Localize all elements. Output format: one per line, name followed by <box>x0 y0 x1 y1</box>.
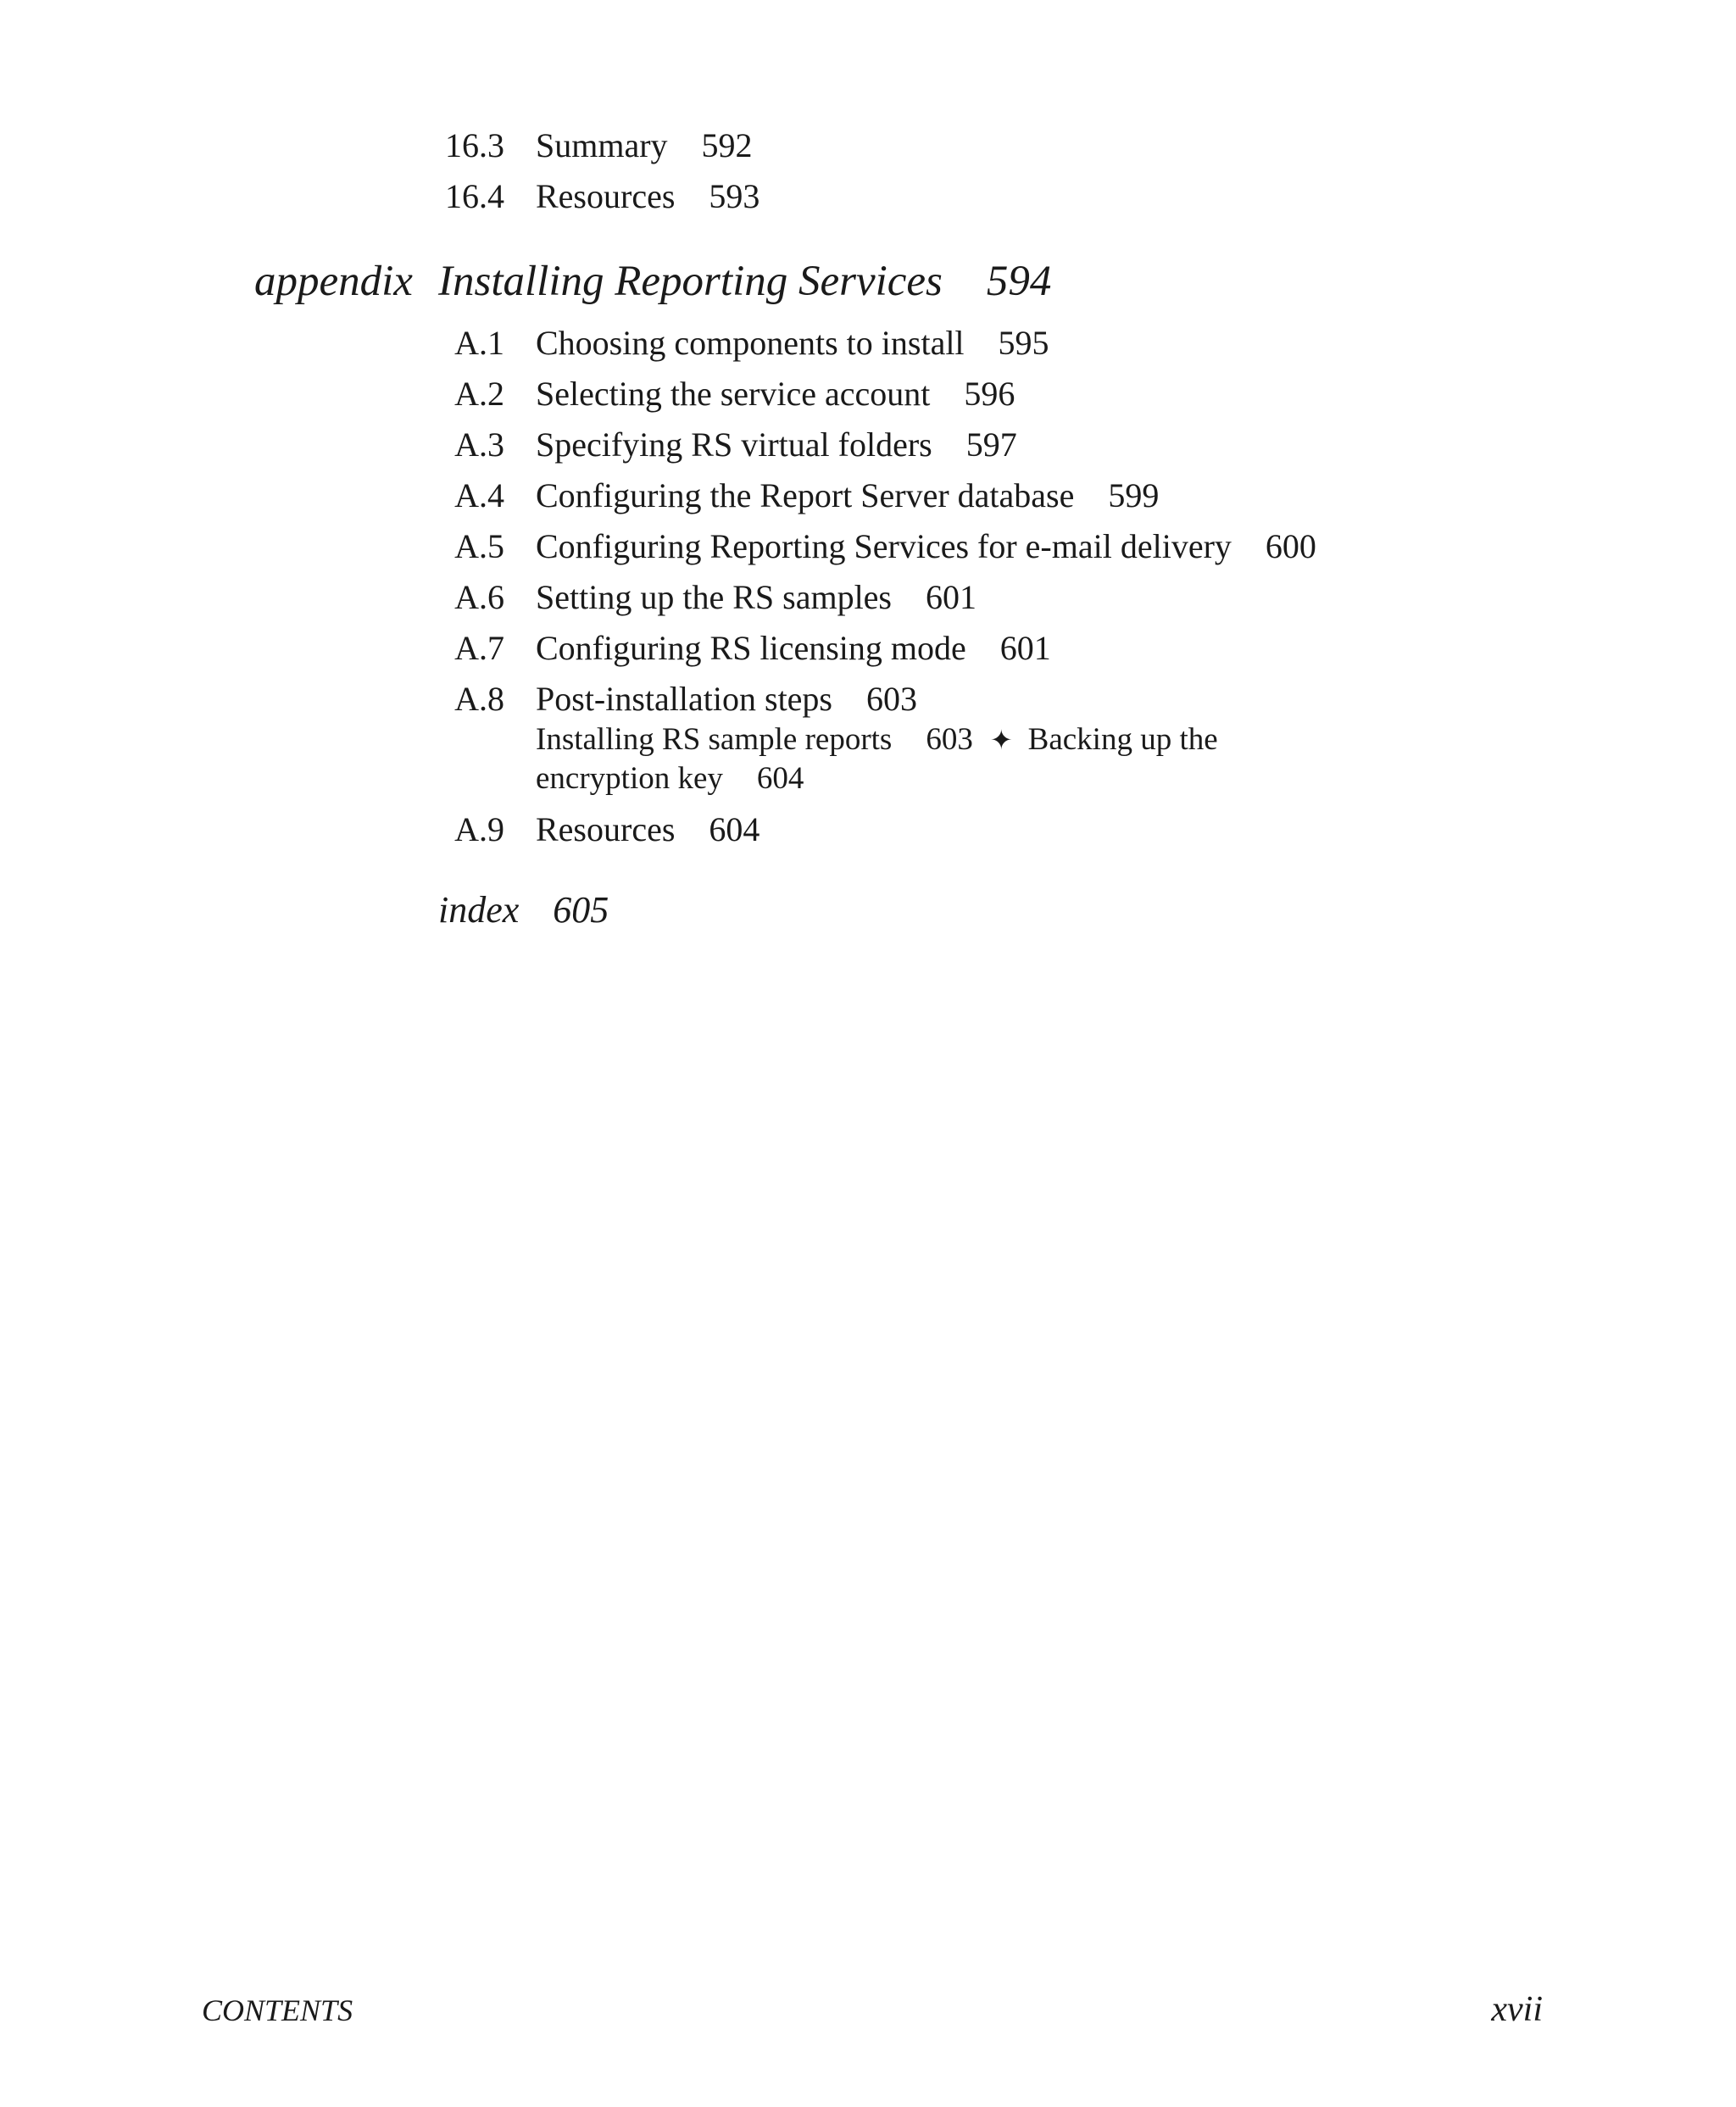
section-title: Choosing components to install <box>536 324 965 362</box>
section-title-line <box>536 577 976 618</box>
section-page: 603 <box>866 680 917 718</box>
section-page: 604 <box>709 810 760 848</box>
index-label: index <box>438 889 520 931</box>
section-title: Specifying RS virtual folders <box>536 425 932 464</box>
subsection-line-2 <box>536 759 804 798</box>
section-title: Post-installation steps <box>536 680 832 718</box>
section-number: 16.4 <box>445 177 504 215</box>
section-title: Setting up the RS samples <box>536 578 892 616</box>
section-number: A.6 <box>454 578 504 616</box>
section-title-line <box>536 526 1316 567</box>
appendix-page: 594 <box>986 258 1052 305</box>
section-title-line <box>536 323 1049 364</box>
section-title-line <box>536 176 760 217</box>
section-title-line <box>536 425 1017 465</box>
section-number: A.1 <box>454 324 504 362</box>
section-number: A.5 <box>454 527 504 565</box>
section-title-line <box>536 809 760 850</box>
section-page: 596 <box>964 375 1015 413</box>
section-title: Configuring RS licensing mode <box>536 629 966 667</box>
section-title: Resources <box>536 177 676 215</box>
section-title-line <box>536 125 753 166</box>
section-number: A.7 <box>454 629 504 667</box>
section-title: Resources <box>536 810 676 848</box>
section-title-line <box>536 374 1015 414</box>
subsection-title-part: Backing up the <box>1027 722 1218 757</box>
section-title: Summary <box>536 126 668 164</box>
section-number: A.2 <box>454 375 504 413</box>
section-title: Selecting the service account <box>536 375 931 413</box>
subsection-line-1 <box>536 720 1218 759</box>
page-number: xvii <box>1491 1990 1543 2029</box>
subsection-title-part: encryption key <box>536 761 723 796</box>
appendix-title: Installing Reporting Services <box>438 258 943 305</box>
index-entry <box>438 888 609 932</box>
section-number: A.8 <box>454 680 504 718</box>
section-number: A.3 <box>454 425 504 464</box>
section-page: 592 <box>701 126 753 164</box>
section-title-line <box>536 628 1051 669</box>
section-page: 600 <box>1265 527 1316 565</box>
subsection-page: 604 <box>756 761 804 796</box>
section-page: 593 <box>709 177 760 215</box>
diamond-separator-icon: ✦ <box>989 725 1013 755</box>
section-page: 597 <box>965 425 1017 464</box>
appendix-label: appendix <box>254 258 413 305</box>
running-footer-title: CONTENTS <box>202 1993 353 2027</box>
section-title-line <box>536 475 1159 516</box>
section-number: 16.3 <box>445 126 504 164</box>
section-title: Configuring Reporting Services for e-mail delivery <box>536 527 1232 565</box>
section-page: 601 <box>999 629 1051 667</box>
section-title: Configuring the Report Server database <box>536 476 1075 514</box>
section-title-line <box>536 679 917 720</box>
appendix-title-line <box>438 256 1051 307</box>
section-number: A.4 <box>454 476 504 514</box>
section-number: A.9 <box>454 810 504 848</box>
subsection-page: 603 <box>926 722 973 757</box>
section-page: 599 <box>1108 476 1160 514</box>
subsection-title: Installing RS sample reports <box>536 722 893 757</box>
section-page: 595 <box>998 324 1049 362</box>
section-page: 601 <box>926 578 976 616</box>
index-page: 605 <box>553 889 609 931</box>
